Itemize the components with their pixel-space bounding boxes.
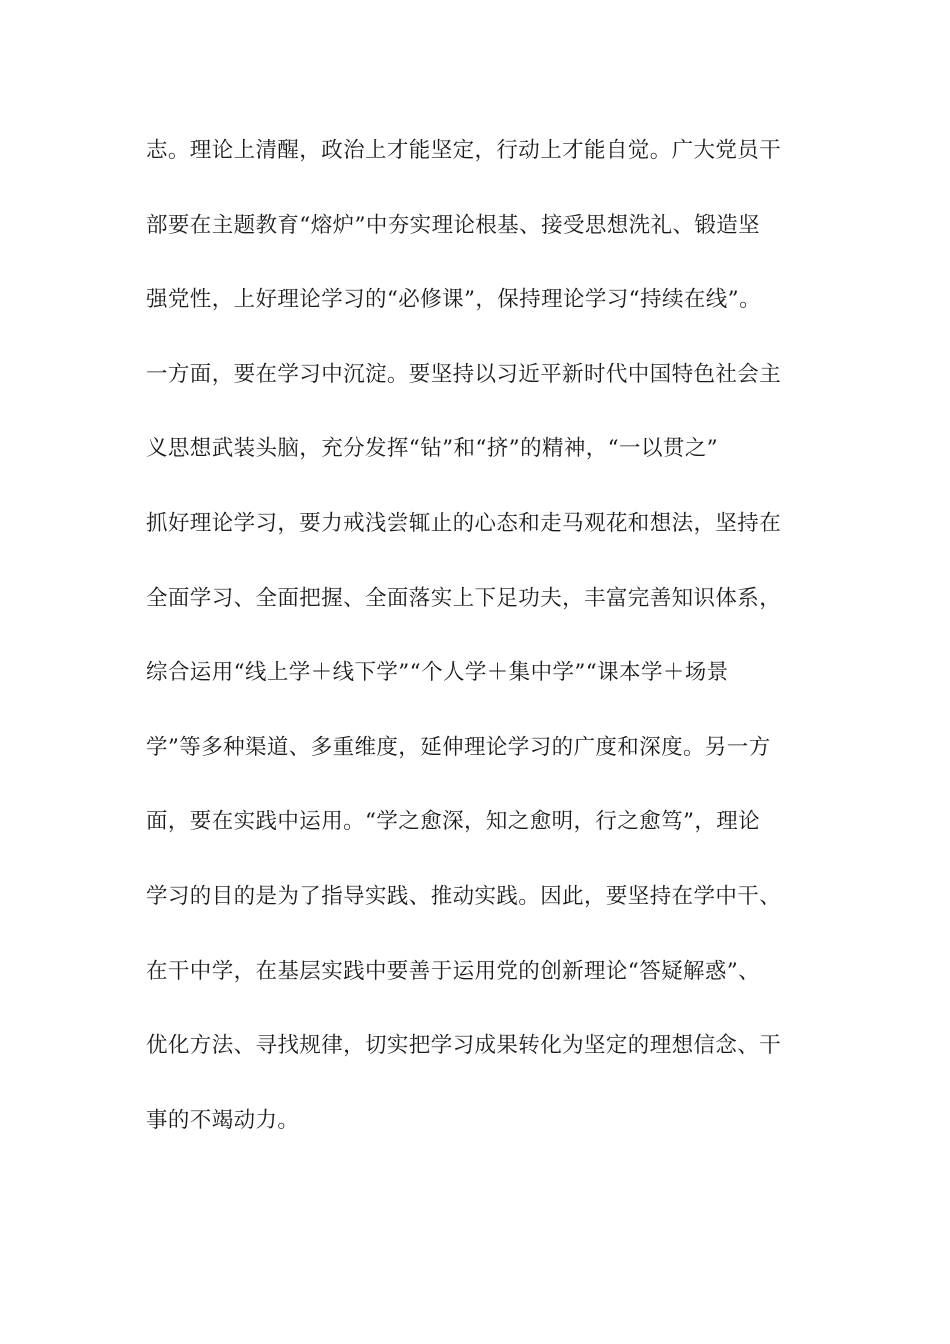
text-line: 学习的目的是为了指导实践、推动实践。因此，要坚持在学中干、 [146, 883, 782, 909]
text-line: 学”等多种渠道、多重维度，延伸理论学习的广度和深度。另一方 [146, 734, 771, 760]
text-line: 全面学习、全面把握、全面落实上下足功夫，丰富完善知识体系， [146, 585, 782, 611]
text-line: 义思想武装头脑，充分发挥“钻”和“挤”的精神，“一以贯之” [146, 436, 719, 462]
body-text [146, 128, 826, 1172]
text-line: 抓好理论学习，要力戒浅尝辄止的心态和走马观花和想法，坚持在 [146, 510, 782, 536]
text-line: 一方面，要在学习中沉淀。要坚持以习近平新时代中国特色社会主 [146, 361, 782, 387]
text-line: 优化方法、寻找规律，切实把学习成果转化为坚定的理想信念、干 [146, 1033, 782, 1059]
text-line: 志。理论上清醒，政治上才能坚定，行动上才能自觉。广大党员干 [146, 138, 782, 163]
text-line: 强党性，上好理论学习的“必修课”，保持理论学习“持续在线”。 [146, 287, 761, 313]
text-line: 面，要在实践中运用。“学之愈深，知之愈明，行之愈笃”，理论 [146, 809, 761, 835]
text-line: 综合运用“线上学＋线下学”“个人学＋集中学”“课本学＋场景 [146, 660, 729, 686]
text-line: 事的不竭动力。 [146, 1107, 300, 1133]
text-line: 部要在主题教育“熔炉”中夯实理论根基、接受思想洗礼、锻造坚 [146, 212, 761, 238]
text-line: 在干中学，在基层实践中要善于运用党的创新理论“答疑解惑”、 [146, 958, 761, 984]
